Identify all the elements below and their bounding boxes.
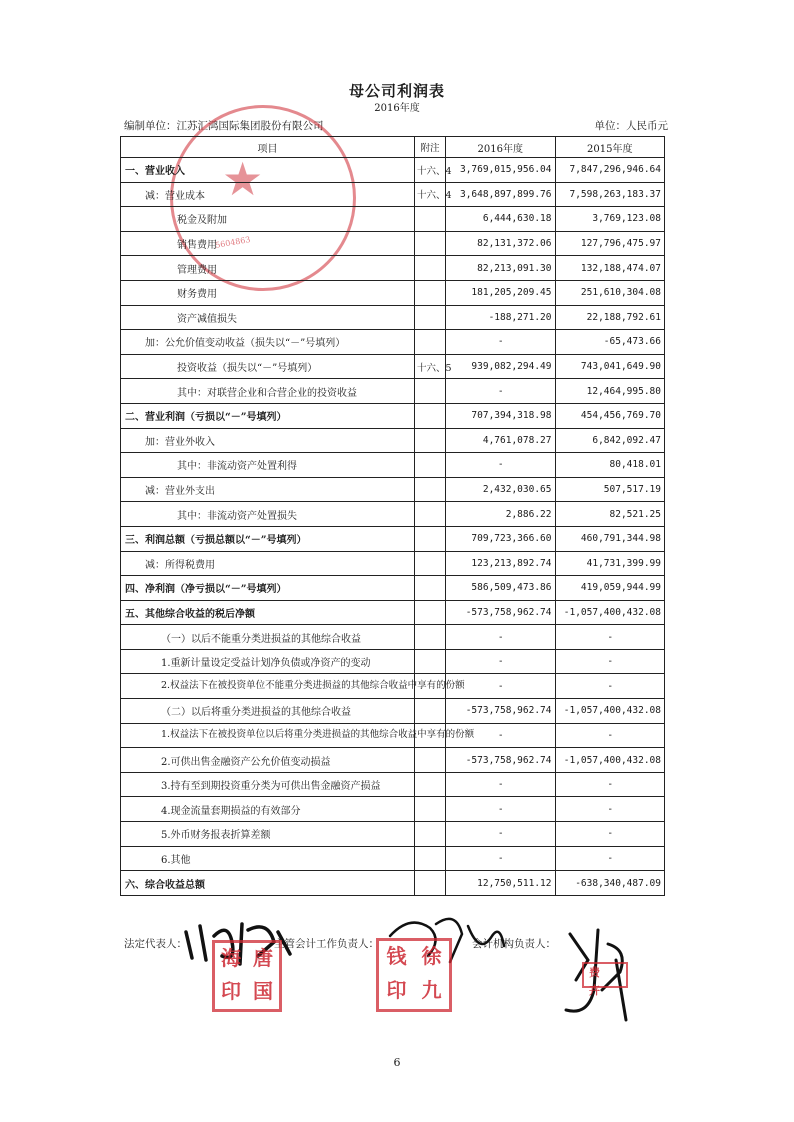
table-row [121,846,665,871]
row-item-label: 3.持有至到期投资重分类为可供出售金融资产损益 [121,772,415,797]
col-header-2015: 2015年度 [555,137,665,158]
row-note [415,330,446,355]
row-note [415,403,446,428]
row-value-2016: 4,761,078.27 [446,428,556,453]
row-value-2016: - [446,772,556,797]
row-value-2015: -638,340,487.09 [555,871,665,896]
row-item-label: 销售费用 [121,231,415,256]
row-note [415,772,446,797]
row-item-label: 6.其他 [121,846,415,871]
row-item-label: 1.权益法下在被投资单位以后将重分类进损益的其他综合收益中享有的份额 [121,723,415,748]
row-value-2015: - [555,772,665,797]
seal-code: 5604863 [214,234,252,251]
row-value-2015: 80,418.01 [555,453,665,478]
table-row [121,748,665,773]
row-note [415,526,446,551]
row-value-2015: -1,057,400,432.08 [555,748,665,773]
row-note [415,379,446,404]
row-value-2016: -188,271.20 [446,305,556,330]
row-note: 十六、4 [415,182,446,207]
row-value-2016: 181,205,209.45 [446,280,556,305]
row-value-2016: - [446,453,556,478]
row-value-2016: -573,758,962.74 [446,699,556,724]
hai-tang-seal: 海 唐 印 国 [212,940,282,1012]
row-note [415,305,446,330]
row-value-2016: 586,509,473.86 [446,576,556,601]
row-value-2016: - [446,674,556,699]
row-value-2015: 7,847,296,946.64 [555,158,665,183]
row-value-2015: 251,610,304.08 [555,280,665,305]
seal-star-icon: ★ [222,152,264,206]
row-item-label: 其中：非流动资产处置利得 [121,453,415,478]
col-header-2016: 2016年度 [446,137,556,158]
row-value-2015: - [555,723,665,748]
row-item-label: 2.权益法下在被投资单位不能重分类进损益的其他综合收益中享有的份额 [121,674,415,699]
row-value-2016: -573,758,962.74 [446,748,556,773]
row-value-2016: 123,213,892.74 [446,551,556,576]
row-item-label: 五、其他综合收益的税后净额 [121,600,415,625]
row-item-label: 加：营业外收入 [121,428,415,453]
row-value-2016: 2,886.22 [446,502,556,527]
row-item-label: 一、营业收入 [121,158,415,183]
table-row [121,526,665,551]
row-value-2016: - [446,846,556,871]
row-item-label: 三、利润总额（亏损总额以“－”号填列） [121,526,415,551]
row-item-label: 资产减值损失 [121,305,415,330]
table-body [121,158,665,896]
row-value-2015: -65,473.66 [555,330,665,355]
row-value-2016: 82,213,091.30 [446,256,556,281]
table-row [121,354,665,379]
row-value-2016: - [446,797,556,822]
row-value-2015: 132,188,474.07 [555,256,665,281]
table-row [121,158,665,183]
row-value-2015: 22,188,792.61 [555,305,665,330]
table-row [121,428,665,453]
table-row [121,453,665,478]
row-note [415,280,446,305]
row-value-2016: - [446,723,556,748]
row-item-label: 4.现金流量套期损益的有效部分 [121,797,415,822]
table-row [121,379,665,404]
row-item-label: 四、净利润（净亏损以“－”号填列） [121,576,415,601]
page-number: 6 [393,1056,401,1069]
row-item-label: 其中：非流动资产处置损失 [121,502,415,527]
row-value-2016: -573,758,962.74 [446,600,556,625]
table-row [121,600,665,625]
row-note [415,649,446,674]
row-note [415,207,446,232]
row-value-2015: -1,057,400,432.08 [555,600,665,625]
row-value-2015: - [555,649,665,674]
row-value-2016: 707,394,318.98 [446,403,556,428]
row-value-2016: - [446,822,556,847]
row-value-2015: 743,041,649.90 [555,354,665,379]
row-value-2016: - [446,625,556,650]
row-value-2016: 939,082,294.49 [446,354,556,379]
row-item-label: 减：所得税费用 [121,551,415,576]
row-note [415,256,446,281]
row-value-2015: 419,059,944.99 [555,576,665,601]
row-note [415,551,446,576]
row-note [415,797,446,822]
row-value-2015: 460,791,344.98 [555,526,665,551]
row-value-2016: - [446,649,556,674]
row-value-2015: -1,057,400,432.08 [555,699,665,724]
row-item-label: 1.重新计量设定受益计划净负债或净资产的变动 [121,649,415,674]
table-row [121,330,665,355]
table-row [121,772,665,797]
table-row [121,625,665,650]
row-value-2015: 3,769,123.08 [555,207,665,232]
currency-unit: 单位：人民币元 [594,120,668,132]
table-row [121,207,665,232]
report-title: 母公司利润表 [348,82,445,100]
row-value-2015: 41,731,399.99 [555,551,665,576]
table-row [121,477,665,502]
row-note: 十六、5 [415,354,446,379]
row-value-2016: 3,769,015,956.04 [446,158,556,183]
row-value-2016: 12,750,511.12 [446,871,556,896]
row-item-label: 管理费用 [121,256,415,281]
table-row [121,403,665,428]
row-note [415,453,446,478]
row-note [415,477,446,502]
table-header-row [121,137,665,158]
table-row [121,699,665,724]
row-note [415,502,446,527]
row-value-2015: 127,796,475.97 [555,231,665,256]
row-item-label: （二）以后将重分类进损益的其他综合收益 [121,699,415,724]
row-item-label: 投资收益（损失以“－”号填列） [121,354,415,379]
row-value-2015: - [555,797,665,822]
row-note [415,428,446,453]
row-item-label: （一）以后不能重分类进损益的其他综合收益 [121,625,415,650]
table-row [121,551,665,576]
row-note [415,748,446,773]
row-value-2016: 82,131,372.06 [446,231,556,256]
accounting-head-label: 主管会计工作负责人： [274,938,379,950]
col-header-note: 附注 [415,137,446,158]
table-row [121,797,665,822]
row-note: 十六、4 [415,158,446,183]
table-row [121,231,665,256]
row-item-label: 二、营业利润（亏损以“－”号填列） [121,403,415,428]
table-row [121,723,665,748]
table-row [121,256,665,281]
table-row [121,576,665,601]
row-value-2015: 454,456,769.70 [555,403,665,428]
col-header-item: 项目 [121,137,415,158]
row-item-label: 2.可供出售金融资产公允价值变动损益 [121,748,415,773]
row-item-label: 税金及附加 [121,207,415,232]
row-value-2015: - [555,674,665,699]
row-value-2016: 2,432,030.65 [446,477,556,502]
income-statement-table [120,136,665,896]
legal-rep-label: 法定代表人： [124,938,187,950]
compiling-entity: 编制单位：江苏汇鸿国际集团股份有限公司 [124,120,324,132]
xu-jiu-seal: 钱 徐 印 九 [376,938,452,1012]
row-note [415,846,446,871]
table-row [121,280,665,305]
row-item-label: 加：公允价值变动收益（损失以“－”号填列） [121,330,415,355]
row-item-label: 5.外币财务报表折算差额 [121,822,415,847]
row-value-2016: 6,444,630.18 [446,207,556,232]
table-row [121,182,665,207]
row-note [415,625,446,650]
row-item-label: 其中：对联营企业和合营企业的投资收益 [121,379,415,404]
row-note [415,231,446,256]
table-row [121,502,665,527]
row-value-2015: 12,464,995.80 [555,379,665,404]
table-row [121,674,665,699]
fei-seal: 费卉 [582,962,628,988]
table-row [121,822,665,847]
row-value-2016: 3,648,897,899.76 [446,182,556,207]
row-value-2016: 709,723,366.60 [446,526,556,551]
row-note [415,576,446,601]
row-value-2015: - [555,625,665,650]
row-item-label: 减：营业成本 [121,182,415,207]
report-year: 2016年度 [374,103,420,114]
row-value-2015: 7,598,263,183.37 [555,182,665,207]
row-value-2016: - [446,330,556,355]
row-item-label: 六、综合收益总额 [121,871,415,896]
row-note [415,871,446,896]
table-row [121,871,665,896]
row-value-2016: - [446,379,556,404]
row-note [415,600,446,625]
row-value-2015: 507,517.19 [555,477,665,502]
row-item-label: 财务费用 [121,280,415,305]
accounting-dept-head-label: 会计机构负责人： [472,938,556,950]
table-row [121,305,665,330]
row-note [415,822,446,847]
table-row [121,649,665,674]
row-item-label: 减：营业外支出 [121,477,415,502]
row-value-2015: 82,521.25 [555,502,665,527]
row-value-2015: - [555,846,665,871]
row-value-2015: - [555,822,665,847]
row-note [415,699,446,724]
row-value-2015: 6,842,092.47 [555,428,665,453]
